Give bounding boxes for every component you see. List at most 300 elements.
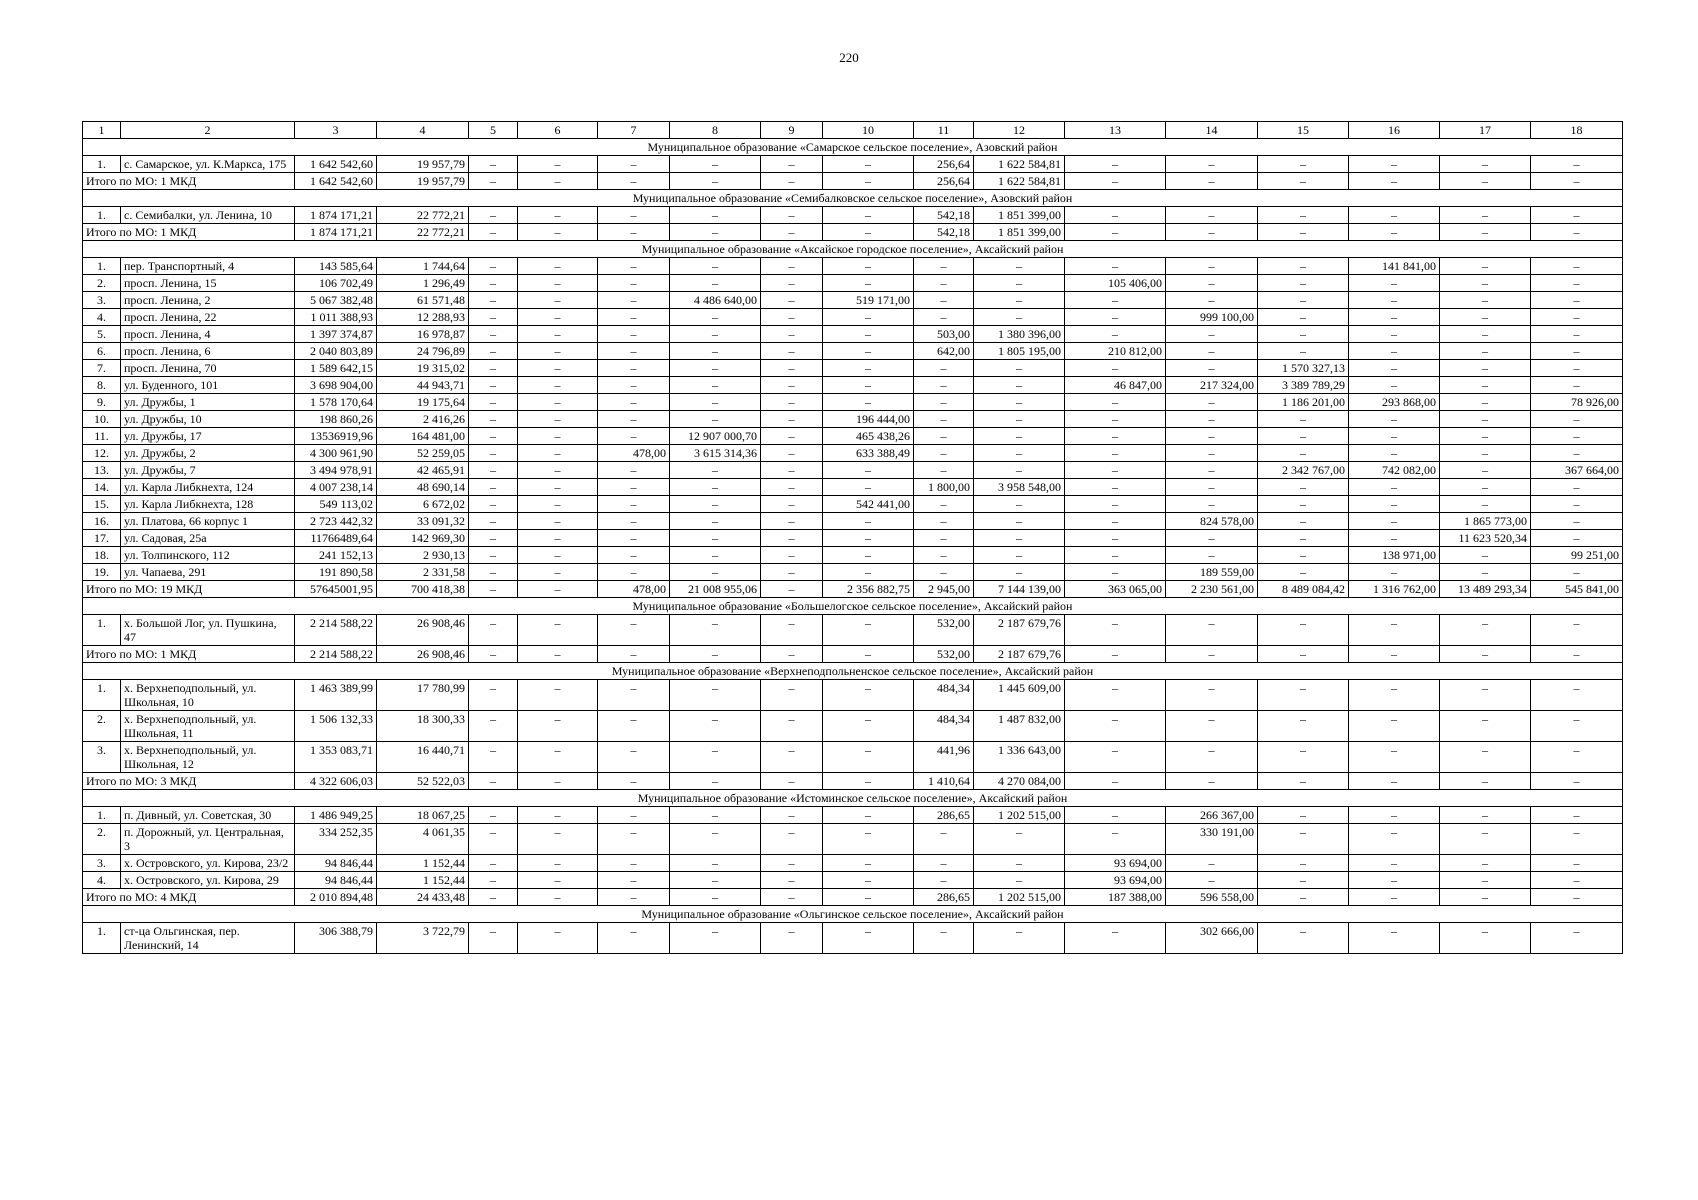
municipality-row bbox=[83, 241, 1623, 258]
value-cell: 4 300 961,90 bbox=[295, 445, 377, 462]
value-cell: 11766489,64 bbox=[295, 530, 377, 547]
total-value-cell: – bbox=[1349, 889, 1440, 906]
value-cell: – bbox=[518, 258, 598, 275]
value-cell: – bbox=[598, 411, 670, 428]
value-cell: – bbox=[1349, 680, 1440, 711]
total-value-cell: 26 908,46 bbox=[377, 646, 469, 663]
value-cell: – bbox=[1065, 680, 1166, 711]
value-cell: – bbox=[914, 923, 974, 954]
value-cell: – bbox=[469, 923, 518, 954]
address-cell: ст-ца Ольгинская, пер. Ленинский, 14 bbox=[121, 923, 295, 954]
address-cell: просп. Ленина, 4 bbox=[121, 326, 295, 343]
value-cell: – bbox=[1440, 711, 1531, 742]
value-cell: – bbox=[1440, 855, 1531, 872]
row-number: 2. bbox=[83, 824, 121, 855]
column-header: 17 bbox=[1440, 122, 1531, 139]
municipality-title: Муниципальное образование «Истоминское сельское поселение», Аксайский район bbox=[83, 790, 1623, 807]
value-cell: – bbox=[914, 824, 974, 855]
value-cell: – bbox=[1065, 156, 1166, 173]
row-number: 15. bbox=[83, 496, 121, 513]
value-cell: – bbox=[1440, 923, 1531, 954]
value-cell: – bbox=[598, 496, 670, 513]
value-cell: – bbox=[670, 564, 761, 581]
total-value-cell: 542,18 bbox=[914, 224, 974, 241]
total-value-cell: 4 322 606,03 bbox=[295, 773, 377, 790]
value-cell: 33 091,32 bbox=[377, 513, 469, 530]
value-cell: – bbox=[469, 680, 518, 711]
value-cell: – bbox=[1065, 530, 1166, 547]
address-cell: пер. Транспортный, 4 bbox=[121, 258, 295, 275]
column-header: 1 bbox=[83, 122, 121, 139]
row-number: 3. bbox=[83, 742, 121, 773]
value-cell: – bbox=[598, 326, 670, 343]
value-cell: – bbox=[1531, 711, 1623, 742]
address-cell: просп. Ленина, 6 bbox=[121, 343, 295, 360]
total-value-cell: 596 558,00 bbox=[1166, 889, 1258, 906]
value-cell: 633 388,49 bbox=[823, 445, 914, 462]
address-cell: просп. Ленина, 15 bbox=[121, 275, 295, 292]
value-cell: – bbox=[1349, 445, 1440, 462]
value-cell: – bbox=[1531, 923, 1623, 954]
value-cell: – bbox=[518, 462, 598, 479]
value-cell: – bbox=[1349, 156, 1440, 173]
value-cell: – bbox=[1440, 496, 1531, 513]
total-value-cell: – bbox=[761, 646, 823, 663]
value-cell: 191 890,58 bbox=[295, 564, 377, 581]
value-cell: – bbox=[1531, 807, 1623, 824]
row-number: 16. bbox=[83, 513, 121, 530]
value-cell: 3 494 978,91 bbox=[295, 462, 377, 479]
value-cell: 742 082,00 bbox=[1349, 462, 1440, 479]
row-number: 11. bbox=[83, 428, 121, 445]
table-row bbox=[83, 309, 1623, 326]
value-cell: – bbox=[1166, 292, 1258, 309]
value-cell: – bbox=[1531, 530, 1623, 547]
total-value-cell: 2 356 882,75 bbox=[823, 581, 914, 598]
value-cell: 1 397 374,87 bbox=[295, 326, 377, 343]
row-number: 14. bbox=[83, 479, 121, 496]
value-cell: – bbox=[598, 564, 670, 581]
value-cell: – bbox=[469, 711, 518, 742]
table-row bbox=[83, 258, 1623, 275]
total-value-cell: 2 945,00 bbox=[914, 581, 974, 598]
value-cell: – bbox=[598, 377, 670, 394]
value-cell: – bbox=[914, 428, 974, 445]
municipality-row bbox=[83, 598, 1623, 615]
value-cell: – bbox=[1258, 326, 1349, 343]
value-cell: – bbox=[670, 872, 761, 889]
total-value-cell: – bbox=[1166, 173, 1258, 190]
value-cell: 52 259,05 bbox=[377, 445, 469, 462]
column-header: 12 bbox=[974, 122, 1065, 139]
value-cell: 189 559,00 bbox=[1166, 564, 1258, 581]
value-cell: – bbox=[823, 807, 914, 824]
value-cell: – bbox=[761, 156, 823, 173]
value-cell: – bbox=[914, 292, 974, 309]
value-cell: – bbox=[974, 394, 1065, 411]
value-cell: – bbox=[1440, 680, 1531, 711]
value-cell: – bbox=[1440, 872, 1531, 889]
value-cell: – bbox=[974, 377, 1065, 394]
total-value-cell: – bbox=[823, 646, 914, 663]
table-row bbox=[83, 872, 1623, 889]
table-row bbox=[83, 513, 1623, 530]
address-cell: ул. Толпинского, 112 bbox=[121, 547, 295, 564]
data-table bbox=[82, 121, 1623, 954]
total-value-cell: – bbox=[1258, 173, 1349, 190]
value-cell: – bbox=[1258, 343, 1349, 360]
total-value-cell: 2 010 894,48 bbox=[295, 889, 377, 906]
table-row bbox=[83, 411, 1623, 428]
value-cell: 286,65 bbox=[914, 807, 974, 824]
value-cell: – bbox=[823, 530, 914, 547]
value-cell: – bbox=[1166, 615, 1258, 646]
value-cell: – bbox=[1531, 513, 1623, 530]
value-cell: – bbox=[761, 547, 823, 564]
municipality-row bbox=[83, 906, 1623, 923]
total-value-cell: – bbox=[518, 224, 598, 241]
value-cell: 256,64 bbox=[914, 156, 974, 173]
address-cell: ул. Дружбы, 17 bbox=[121, 428, 295, 445]
value-cell: – bbox=[1258, 530, 1349, 547]
total-value-cell: – bbox=[1440, 173, 1531, 190]
total-value-cell: 286,65 bbox=[914, 889, 974, 906]
value-cell: – bbox=[1065, 479, 1166, 496]
value-cell: – bbox=[1440, 326, 1531, 343]
value-cell: – bbox=[974, 292, 1065, 309]
municipality-title: Муниципальное образование «Большелогское сельское поселение», Аксайский район bbox=[83, 598, 1623, 615]
value-cell: – bbox=[1349, 411, 1440, 428]
value-cell: – bbox=[914, 855, 974, 872]
address-cell: х. Верхнеподпольный, ул. Школьная, 11 bbox=[121, 711, 295, 742]
value-cell: – bbox=[1531, 275, 1623, 292]
value-cell: – bbox=[598, 428, 670, 445]
table-row bbox=[83, 496, 1623, 513]
total-value-cell: – bbox=[823, 224, 914, 241]
table-row bbox=[83, 742, 1623, 773]
value-cell: – bbox=[823, 513, 914, 530]
value-cell: – bbox=[761, 496, 823, 513]
total-value-cell: – bbox=[1065, 224, 1166, 241]
value-cell: 48 690,14 bbox=[377, 479, 469, 496]
column-header: 5 bbox=[469, 122, 518, 139]
value-cell: – bbox=[1349, 275, 1440, 292]
value-cell: 1 622 584,81 bbox=[974, 156, 1065, 173]
row-number: 5. bbox=[83, 326, 121, 343]
total-value-cell: – bbox=[1349, 773, 1440, 790]
value-cell: – bbox=[670, 530, 761, 547]
value-cell: – bbox=[518, 923, 598, 954]
value-cell: – bbox=[823, 275, 914, 292]
column-header: 14 bbox=[1166, 122, 1258, 139]
value-cell: – bbox=[670, 615, 761, 646]
value-cell: – bbox=[469, 309, 518, 326]
value-cell: – bbox=[598, 547, 670, 564]
value-cell: – bbox=[823, 326, 914, 343]
value-cell: – bbox=[1531, 343, 1623, 360]
table-row bbox=[83, 377, 1623, 394]
value-cell: – bbox=[823, 207, 914, 224]
value-cell: 4 061,35 bbox=[377, 824, 469, 855]
value-cell: – bbox=[1065, 462, 1166, 479]
value-cell: – bbox=[518, 275, 598, 292]
value-cell: – bbox=[761, 275, 823, 292]
value-cell: – bbox=[761, 479, 823, 496]
value-cell: – bbox=[670, 377, 761, 394]
total-value-cell: – bbox=[670, 646, 761, 663]
municipality-row bbox=[83, 139, 1623, 156]
value-cell: – bbox=[1531, 258, 1623, 275]
total-value-cell: – bbox=[670, 773, 761, 790]
value-cell: – bbox=[823, 462, 914, 479]
value-cell: 2 342 767,00 bbox=[1258, 462, 1349, 479]
row-number: 9. bbox=[83, 394, 121, 411]
total-value-cell: 1 410,64 bbox=[914, 773, 974, 790]
value-cell: – bbox=[974, 564, 1065, 581]
value-cell: – bbox=[469, 292, 518, 309]
value-cell: – bbox=[1166, 530, 1258, 547]
value-cell: 143 585,64 bbox=[295, 258, 377, 275]
value-cell: – bbox=[1349, 615, 1440, 646]
total-value-cell: – bbox=[761, 773, 823, 790]
value-cell: 465 438,26 bbox=[823, 428, 914, 445]
total-value-cell: – bbox=[518, 173, 598, 190]
value-cell: 1 851 399,00 bbox=[974, 207, 1065, 224]
value-cell: – bbox=[823, 872, 914, 889]
column-header-row bbox=[83, 122, 1623, 139]
value-cell: 503,00 bbox=[914, 326, 974, 343]
total-value-cell: 19 957,79 bbox=[377, 173, 469, 190]
total-value-cell: 1 874 171,21 bbox=[295, 224, 377, 241]
value-cell: – bbox=[518, 292, 598, 309]
total-value-cell: – bbox=[469, 173, 518, 190]
value-cell: – bbox=[914, 360, 974, 377]
value-cell: – bbox=[518, 309, 598, 326]
value-cell: 484,34 bbox=[914, 680, 974, 711]
total-value-cell: 1 202 515,00 bbox=[974, 889, 1065, 906]
value-cell: – bbox=[1166, 156, 1258, 173]
value-cell: 484,34 bbox=[914, 711, 974, 742]
value-cell: – bbox=[1440, 462, 1531, 479]
value-cell: – bbox=[1531, 564, 1623, 581]
value-cell: – bbox=[1349, 513, 1440, 530]
value-cell: 142 969,30 bbox=[377, 530, 469, 547]
value-cell: 519 171,00 bbox=[823, 292, 914, 309]
value-cell: – bbox=[823, 309, 914, 326]
value-cell: – bbox=[761, 258, 823, 275]
value-cell: – bbox=[1166, 275, 1258, 292]
value-cell: – bbox=[761, 855, 823, 872]
value-cell: – bbox=[1440, 547, 1531, 564]
value-cell: 293 868,00 bbox=[1349, 394, 1440, 411]
value-cell: – bbox=[1349, 343, 1440, 360]
value-cell: 1 463 389,99 bbox=[295, 680, 377, 711]
value-cell: – bbox=[598, 462, 670, 479]
value-cell: 3 958 548,00 bbox=[974, 479, 1065, 496]
value-cell: – bbox=[670, 742, 761, 773]
value-cell: – bbox=[1065, 824, 1166, 855]
value-cell: – bbox=[1166, 711, 1258, 742]
value-cell: – bbox=[1531, 742, 1623, 773]
total-value-cell: – bbox=[670, 889, 761, 906]
total-value-cell: 545 841,00 bbox=[1531, 581, 1623, 598]
value-cell: 141 841,00 bbox=[1349, 258, 1440, 275]
value-cell: – bbox=[670, 680, 761, 711]
value-cell: – bbox=[761, 445, 823, 462]
value-cell: – bbox=[1166, 445, 1258, 462]
value-cell: – bbox=[974, 360, 1065, 377]
row-number: 1. bbox=[83, 923, 121, 954]
value-cell: – bbox=[469, 824, 518, 855]
row-number: 1. bbox=[83, 615, 121, 646]
value-cell: – bbox=[518, 411, 598, 428]
value-cell: 3 698 904,00 bbox=[295, 377, 377, 394]
total-value-cell: – bbox=[823, 173, 914, 190]
value-cell: – bbox=[1440, 207, 1531, 224]
total-row bbox=[83, 773, 1623, 790]
total-value-cell: – bbox=[823, 773, 914, 790]
total-row bbox=[83, 581, 1623, 598]
value-cell: – bbox=[518, 564, 598, 581]
total-value-cell: 700 418,38 bbox=[377, 581, 469, 598]
value-cell: 266 367,00 bbox=[1166, 807, 1258, 824]
total-value-cell: 52 522,03 bbox=[377, 773, 469, 790]
value-cell: 330 191,00 bbox=[1166, 824, 1258, 855]
value-cell: 999 100,00 bbox=[1166, 309, 1258, 326]
value-cell: – bbox=[598, 394, 670, 411]
table-row bbox=[83, 462, 1623, 479]
value-cell: – bbox=[518, 156, 598, 173]
total-value-cell: 1 642 542,60 bbox=[295, 173, 377, 190]
value-cell: – bbox=[598, 530, 670, 547]
value-cell: 16 978,87 bbox=[377, 326, 469, 343]
value-cell: – bbox=[823, 547, 914, 564]
total-value-cell: 1 851 399,00 bbox=[974, 224, 1065, 241]
value-cell: – bbox=[1349, 292, 1440, 309]
value-cell: – bbox=[761, 428, 823, 445]
value-cell: – bbox=[974, 513, 1065, 530]
value-cell: – bbox=[1258, 258, 1349, 275]
value-cell: – bbox=[469, 411, 518, 428]
value-cell: 1 506 132,33 bbox=[295, 711, 377, 742]
value-cell: 1 874 171,21 bbox=[295, 207, 377, 224]
table-row bbox=[83, 711, 1623, 742]
total-value-cell: – bbox=[518, 889, 598, 906]
address-cell: ул. Дружбы, 7 bbox=[121, 462, 295, 479]
value-cell: – bbox=[914, 513, 974, 530]
value-cell: 11 623 520,34 bbox=[1440, 530, 1531, 547]
row-number: 1. bbox=[83, 680, 121, 711]
value-cell: – bbox=[469, 360, 518, 377]
value-cell: – bbox=[518, 855, 598, 872]
value-cell: – bbox=[1349, 207, 1440, 224]
value-cell: 46 847,00 bbox=[1065, 377, 1166, 394]
value-cell: – bbox=[1440, 411, 1531, 428]
value-cell: – bbox=[1440, 309, 1531, 326]
total-value-cell: – bbox=[1349, 646, 1440, 663]
value-cell: – bbox=[1258, 824, 1349, 855]
value-cell: 1 570 327,13 bbox=[1258, 360, 1349, 377]
value-cell: – bbox=[1531, 479, 1623, 496]
column-header: 8 bbox=[670, 122, 761, 139]
value-cell: 1 589 642,15 bbox=[295, 360, 377, 377]
value-cell: – bbox=[914, 872, 974, 889]
value-cell: – bbox=[1166, 207, 1258, 224]
value-cell: – bbox=[670, 343, 761, 360]
value-cell: – bbox=[823, 377, 914, 394]
value-cell: 105 406,00 bbox=[1065, 275, 1166, 292]
value-cell: – bbox=[598, 360, 670, 377]
value-cell: – bbox=[1166, 496, 1258, 513]
value-cell: – bbox=[1258, 615, 1349, 646]
table-row bbox=[83, 615, 1623, 646]
table-row bbox=[83, 275, 1623, 292]
table-row bbox=[83, 360, 1623, 377]
value-cell: 99 251,00 bbox=[1531, 547, 1623, 564]
value-cell: – bbox=[1531, 377, 1623, 394]
total-value-cell: – bbox=[1440, 773, 1531, 790]
value-cell: 1 800,00 bbox=[914, 479, 974, 496]
value-cell: – bbox=[761, 513, 823, 530]
value-cell: 12 907 000,70 bbox=[670, 428, 761, 445]
value-cell: – bbox=[1531, 872, 1623, 889]
value-cell: – bbox=[914, 394, 974, 411]
value-cell: 1 186 201,00 bbox=[1258, 394, 1349, 411]
total-row bbox=[83, 646, 1623, 663]
address-cell: х. Островского, ул. Кирова, 29 bbox=[121, 872, 295, 889]
value-cell: – bbox=[598, 292, 670, 309]
total-value-cell: – bbox=[1349, 224, 1440, 241]
value-cell: – bbox=[469, 156, 518, 173]
total-value-cell: – bbox=[1440, 646, 1531, 663]
value-cell: – bbox=[914, 530, 974, 547]
table-row bbox=[83, 807, 1623, 824]
total-value-cell: – bbox=[598, 889, 670, 906]
column-header: 7 bbox=[598, 122, 670, 139]
value-cell: – bbox=[598, 513, 670, 530]
value-cell: 19 957,79 bbox=[377, 156, 469, 173]
value-cell: – bbox=[1531, 445, 1623, 462]
value-cell: – bbox=[670, 923, 761, 954]
value-cell: – bbox=[1166, 343, 1258, 360]
row-number: 7. bbox=[83, 360, 121, 377]
column-header: 18 bbox=[1531, 122, 1623, 139]
value-cell: – bbox=[1440, 824, 1531, 855]
value-cell: – bbox=[914, 564, 974, 581]
value-cell: – bbox=[761, 309, 823, 326]
total-value-cell: – bbox=[1349, 173, 1440, 190]
value-cell: 2 930,13 bbox=[377, 547, 469, 564]
table-row bbox=[83, 207, 1623, 224]
value-cell: – bbox=[914, 496, 974, 513]
total-value-cell: 21 008 955,06 bbox=[670, 581, 761, 598]
value-cell: – bbox=[1258, 923, 1349, 954]
address-cell: ул. Садовая, 25а bbox=[121, 530, 295, 547]
value-cell: – bbox=[1258, 207, 1349, 224]
value-cell: – bbox=[1166, 872, 1258, 889]
value-cell: – bbox=[1531, 326, 1623, 343]
municipality-title: Муниципальное образование «Аксайское городское поселение», Аксайский район bbox=[83, 241, 1623, 258]
table-row bbox=[83, 343, 1623, 360]
value-cell: – bbox=[974, 428, 1065, 445]
value-cell: – bbox=[670, 156, 761, 173]
total-value-cell: – bbox=[1531, 224, 1623, 241]
total-value-cell: – bbox=[469, 773, 518, 790]
total-value-cell: 24 433,48 bbox=[377, 889, 469, 906]
value-cell: – bbox=[761, 360, 823, 377]
column-header: 16 bbox=[1349, 122, 1440, 139]
value-cell: – bbox=[469, 258, 518, 275]
